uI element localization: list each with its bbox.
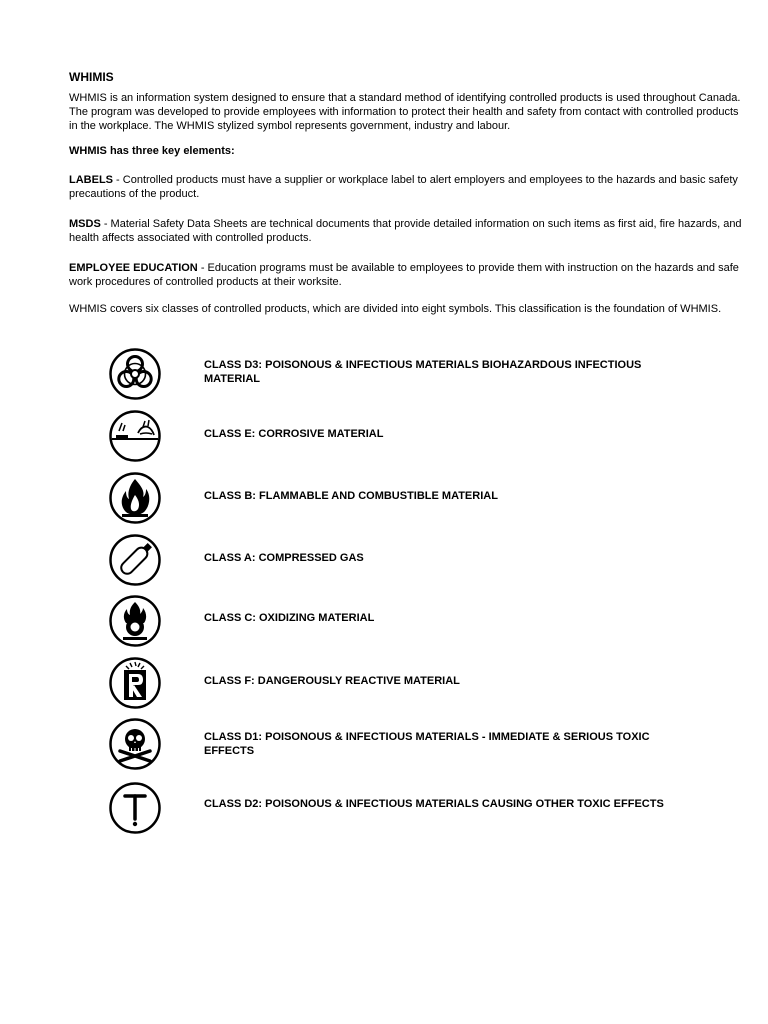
class-row-e [0, 407, 768, 467]
reactive-r-icon [108, 656, 162, 710]
document-body [69, 70, 745, 316]
flame-over-circle-icon [108, 594, 162, 648]
flame-icon [108, 471, 162, 525]
class-label: CLASS D2: POISONOUS & INFECTIOUS MATERIALS CAUSING OTHER TOXIC EFFECTS [204, 798, 664, 810]
toxic-t-icon [108, 781, 162, 835]
gas-cylinder-icon [108, 533, 162, 587]
class-label: CLASS E: CORROSIVE MATERIAL [204, 428, 384, 440]
biohazard-icon [108, 347, 162, 401]
class-label: CLASS A: COMPRESSED GAS [204, 552, 364, 564]
class-label: CLASS C: OXIDIZING MATERIAL [204, 612, 375, 624]
element-msds [69, 217, 745, 245]
class-row-f [0, 654, 768, 714]
element-labels [69, 173, 745, 201]
element-text: - Education programs must be available to employees to provide them with instruction on the hazards and safe work procedures of controlled products at their worksite. [69, 262, 739, 288]
covers-paragraph: WHMIS covers six classes of controlled products, which are divided into eight symbols. This classification is the foundation of WHMIS. [69, 303, 722, 315]
element-text: - Controlled products must have a supplier or workplace label to alert employers and employees to the hazards and basic safety precautions of the product. [69, 174, 738, 200]
element-term: LABELS [69, 174, 113, 186]
intro-paragraph: WHMIS is an information system designed to ensure that a standard method of identifying controlled products is used throughout Canada. The program was developed to provide employees with information to protect their health and safety from contact with controlled products in the workplace. The WHMIS stylized symbol represents government, industry and labour. [69, 92, 741, 132]
element-term: EMPLOYEE EDUCATION [69, 262, 198, 274]
class-row-d1 [0, 717, 768, 777]
key-elements-heading: WHMIS has three key elements: [69, 145, 235, 157]
class-label: CLASS D1: POISONOUS & INFECTIOUS MATERIALS - IMMEDIATE & SERIOUS TOXIC EFFECTS [204, 731, 650, 757]
page-title: WHIMIS [69, 70, 114, 84]
corrosive-icon [108, 409, 162, 463]
element-employee-education [69, 261, 745, 289]
class-row-b [0, 469, 768, 529]
class-row-a [0, 531, 768, 591]
skull-crossbones-icon [108, 717, 162, 771]
class-label: CLASS D3: POISONOUS & INFECTIOUS MATERIALS BIOHAZARDOUS INFECTIOUS MATERIAL [204, 359, 642, 385]
element-text: - Material Safety Data Sheets are technical documents that provide detailed information on such items as first aid, fire hazards, and health affects associated with controlled products. [69, 218, 742, 244]
class-row-c [0, 592, 768, 652]
element-term: MSDS [69, 218, 101, 230]
class-row-d3 [0, 343, 768, 403]
class-label: CLASS F: DANGEROUSLY REACTIVE MATERIAL [204, 675, 460, 687]
class-row-d2 [0, 781, 768, 841]
class-label: CLASS B: FLAMMABLE AND COMBUSTIBLE MATERIAL [204, 490, 498, 502]
